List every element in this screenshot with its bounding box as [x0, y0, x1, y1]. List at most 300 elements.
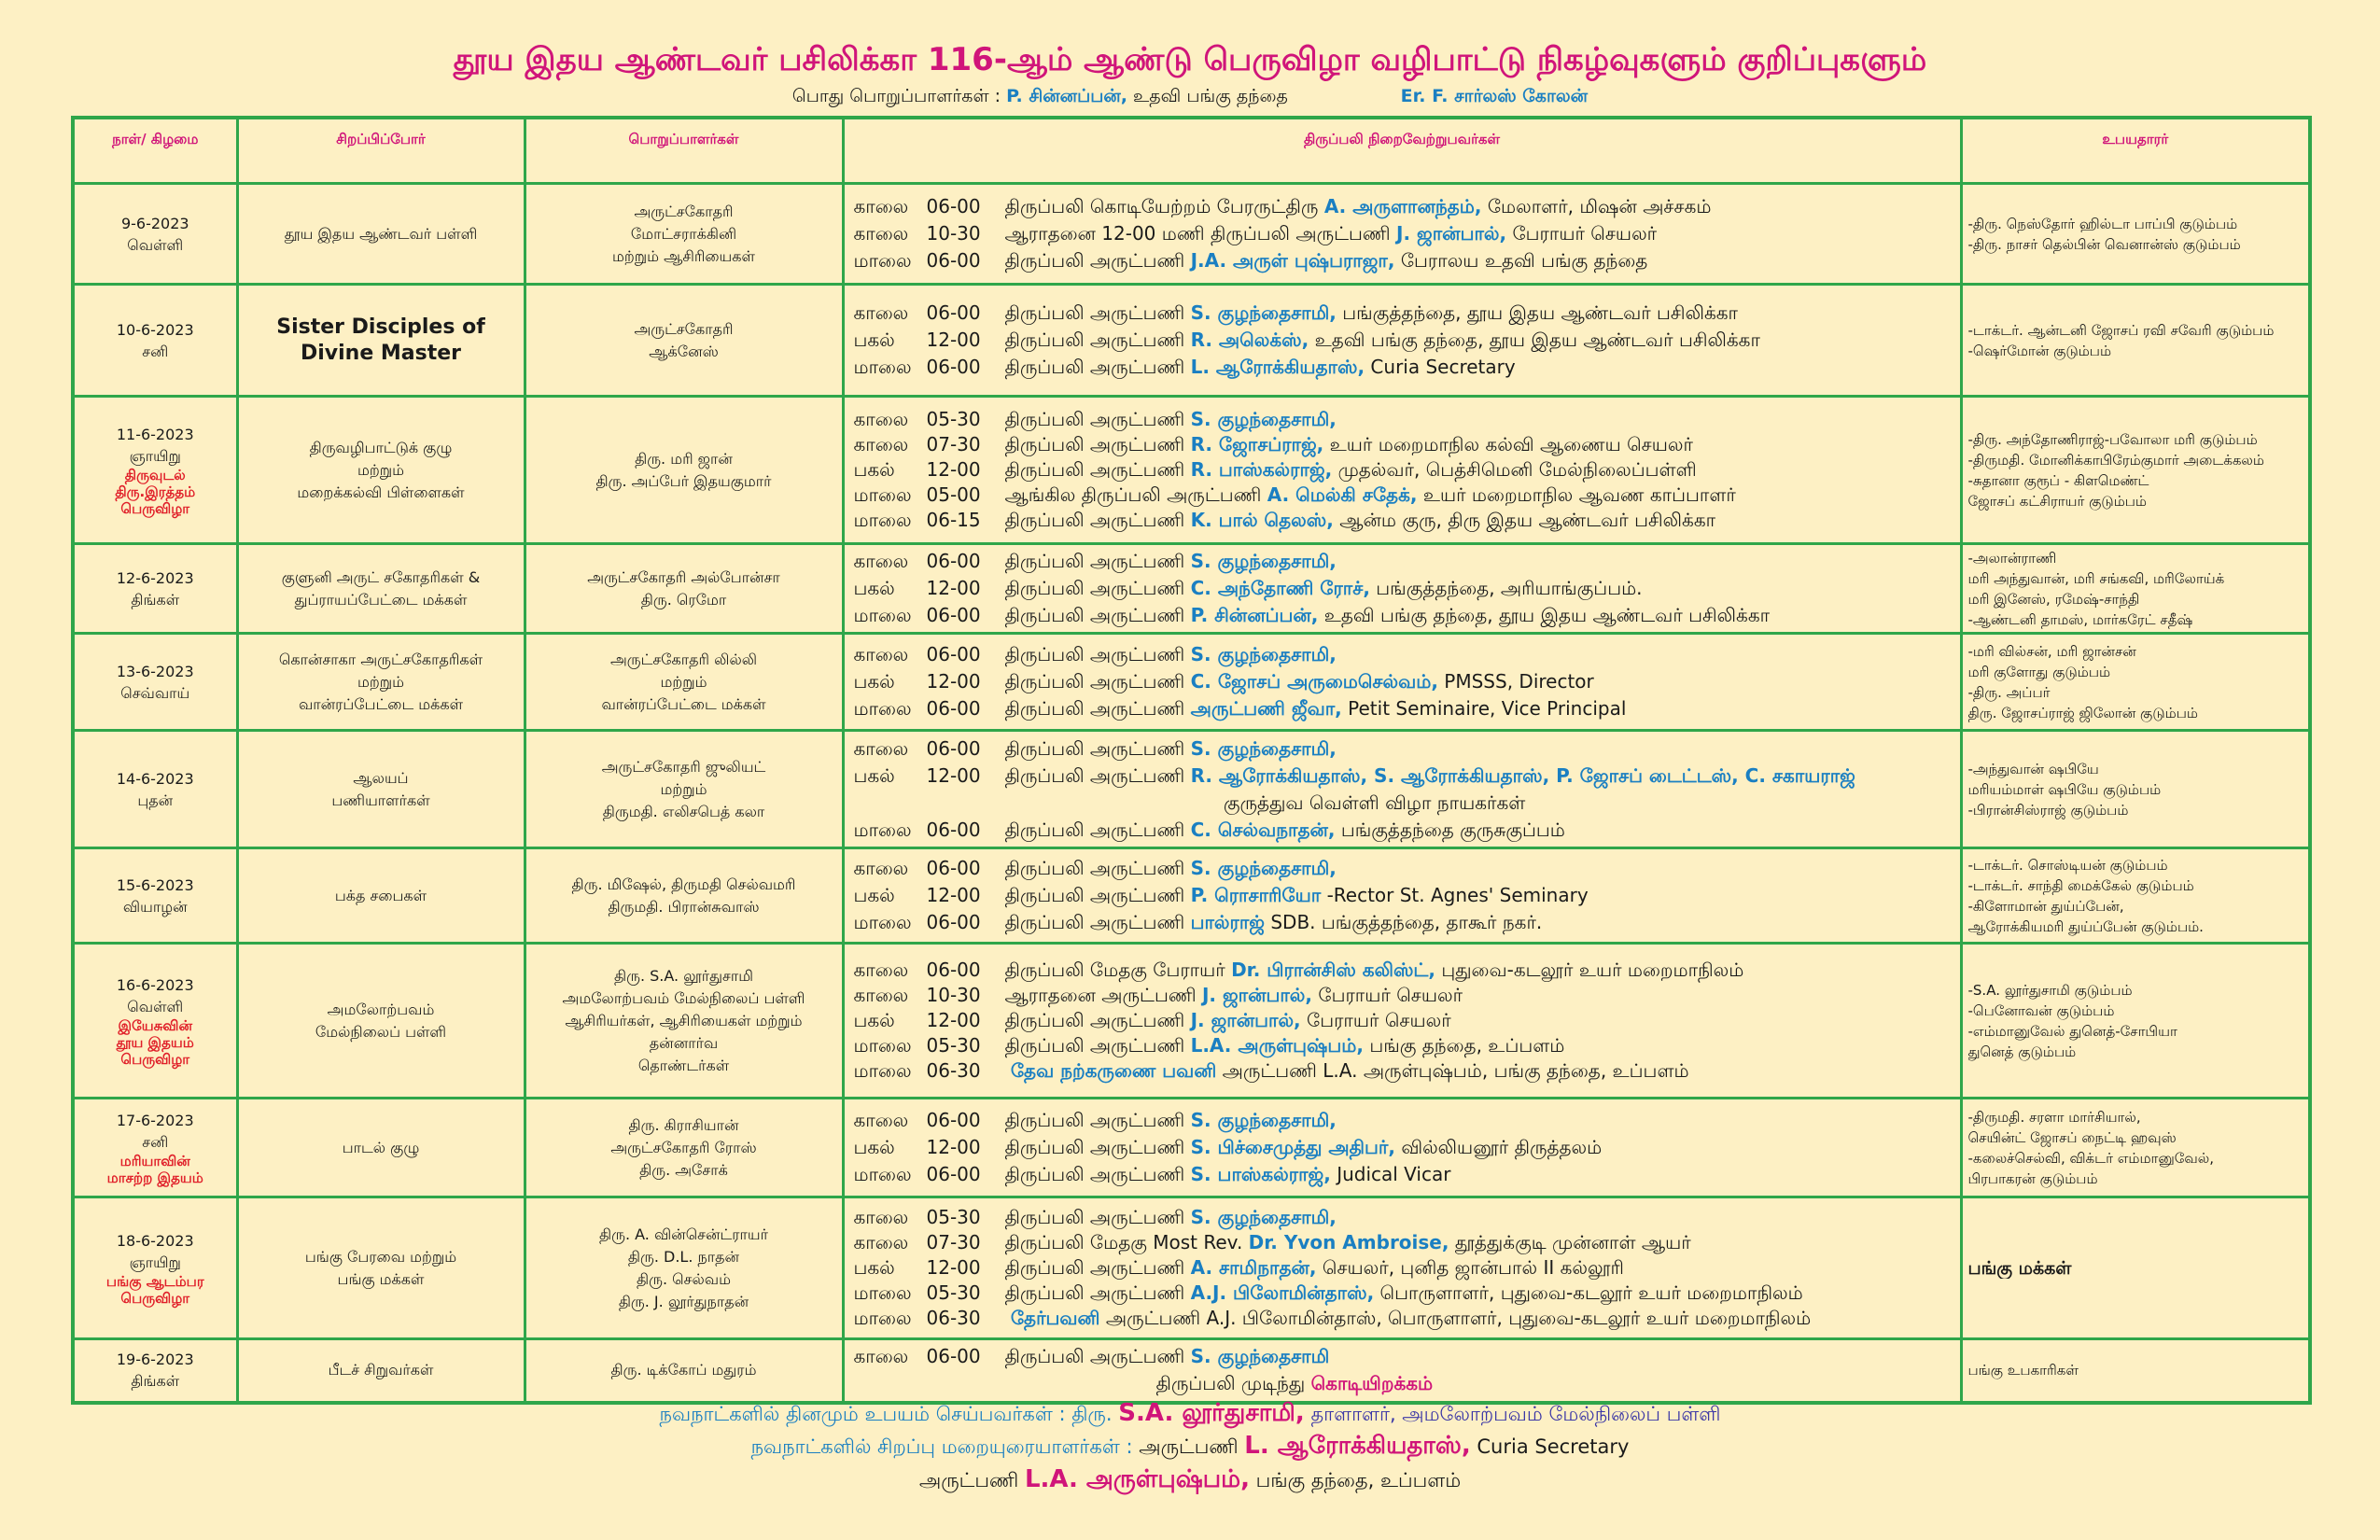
mass-service: திருப்பலி அருட்பணி: [1004, 249, 1185, 272]
mass-time: 06-00: [926, 911, 981, 933]
cell-day: [73, 1099, 237, 1197]
mass-service: ஆங்கில திருப்பலி அருட்பணி: [1004, 483, 1262, 506]
page-title: தூய இதய ஆண்டவர் பசிலிக்கா 116-ஆம் ஆண்டு பெருவிழா வழிபாட்டு நிகழ்வுகளும் குறிப்புகளும்: [453, 41, 1927, 78]
mass-service: திருப்பலி அருட்பணி: [1004, 604, 1185, 626]
mass-time-of-day: மாலை: [853, 1281, 912, 1304]
mass-service: திருப்பலி அருட்பணி: [1004, 1109, 1185, 1131]
sponsor-text: -S.A. லூர்துசாமி குடும்பம்: [1967, 981, 2133, 999]
responsible-text: மோட்சராக்கினி: [630, 224, 737, 243]
cell-day: [73, 944, 237, 1099]
responsible-text: வான்ரப்பேட்டை மக்கள்: [601, 694, 766, 713]
mass-line: [854, 483, 1951, 508]
cell-day: [73, 634, 237, 731]
celebrant-name: S. பிச்சைமுத்து அதிபர்,: [1190, 1136, 1395, 1158]
cell-day: [73, 285, 237, 397]
responsible-text: திரு. டிக்கோப் மதுரம்: [610, 1361, 757, 1379]
celebrant-designation: வில்லியனூர் திருத்தலம்: [1401, 1136, 1603, 1158]
mass-line: [854, 1161, 1951, 1188]
responsible-text: அருட்சகோதரி ரோஸ்: [610, 1138, 757, 1156]
mass-line: [854, 817, 1951, 844]
date-text: 19-6-2023: [116, 1351, 194, 1369]
cell-responsible: [525, 1339, 843, 1403]
mass-time: 05-30: [926, 1281, 981, 1304]
mass-time-of-day: காலை: [853, 1109, 909, 1131]
cell-celebrants: [843, 1197, 1961, 1339]
mass-line: [854, 1205, 1951, 1230]
celebrant-designation: பேராயர் செயலர்: [1318, 984, 1463, 1006]
mass-time: 12-00: [926, 329, 981, 351]
mass-time: 06-00: [926, 195, 981, 217]
column-header-sponsor: உபயதாரர்: [1961, 118, 2310, 184]
mass-service: திருப்பலி மேதகு Most Rev.: [1004, 1231, 1243, 1253]
celebrant-designation: மேலாளர், மிஷன் அச்சகம்: [1487, 195, 1712, 217]
celebrant-designation: பங்குத்தந்தை குருசுகுப்பம்: [1340, 818, 1565, 841]
mass-time-of-day: பகல்: [853, 1009, 895, 1031]
mass-time-of-day: மாலை: [853, 249, 912, 272]
mass-line: [854, 1306, 1951, 1331]
mass-time-of-day: பகல்: [853, 577, 895, 599]
cell-celebrants: [843, 544, 1961, 634]
sponsor-text: -திரு. அப்பர்: [1967, 683, 2051, 701]
table-row: [73, 184, 2310, 285]
table-row: [73, 544, 2310, 634]
mass-time-of-day: பகல்: [853, 763, 895, 787]
date-text: 16-6-2023: [116, 975, 194, 994]
cell-special: [237, 397, 525, 544]
weekday-text: வியாழன்: [122, 897, 188, 916]
sponsor-text: -அந்துவான் ஷபியே: [1967, 760, 2099, 777]
celebrant-designation: உதவி பங்கு தந்தை, தூய இதய ஆண்டவர் பசிலிக்கா: [1323, 604, 1771, 626]
celebrant-designation: Judical Vicar: [1337, 1163, 1451, 1185]
celebrant-designation: செயலர், புனித ஜான்பால் II கல்லூரி: [1322, 1256, 1624, 1279]
responsible-text: திருமதி. பிரான்சுவாஸ்: [608, 897, 760, 916]
celebrant-name: S. குழந்தைசாமி,: [1190, 301, 1337, 324]
mass-time: 06-00: [926, 857, 981, 879]
mass-line: [854, 457, 1951, 483]
celebrant-name: S. குழந்தைசாமி,: [1190, 408, 1337, 430]
cell-responsible: [525, 944, 843, 1099]
cell-day: [73, 1339, 237, 1403]
celebrant-designation: ஆன்ம குரு, திரு இதய ஆண்டவர் பசிலிக்கா: [1339, 509, 1716, 531]
feast-text: பெருவிழா: [120, 1289, 190, 1307]
preacher-note: [0, 1432, 2380, 1463]
column-header-responsible: பொறுப்பாளர்கள்: [525, 118, 843, 184]
column-header-special: சிறப்பிப்போர்: [237, 118, 525, 184]
responsible-text: அருட்சகோதரி: [634, 202, 734, 220]
mass-service: திருப்பலி அருட்பணி: [1004, 1256, 1185, 1279]
mass-time-of-day: காலை: [853, 222, 909, 245]
mass-time-of-day: காலை: [853, 1231, 909, 1253]
daily-sponsor-label: நவநாட்களில் தினமும் உபயம் செய்பவர்கள் : திரு.: [659, 1403, 1113, 1425]
special-text: துப்ராயப்பேட்டை மக்கள்: [294, 590, 468, 609]
weekday-text: வெள்ளி: [127, 235, 184, 254]
responsible-text: ஆக்னேஸ்: [649, 342, 719, 360]
mass-line: [854, 327, 1951, 354]
mass-time: 06-00: [926, 818, 981, 841]
mass-line: [854, 668, 1951, 695]
table-row: [73, 285, 2310, 397]
sponsor-text: -ஆண்டனி தாமஸ், மார்கரேட் சதீஷ்: [1967, 610, 2193, 628]
weekday-text: திங்கள்: [131, 1372, 180, 1391]
sponsor-text: -டாக்டர். ஆன்டனி ஜோசப் ரவி சவேரி குடும்பம்: [1967, 321, 2275, 339]
mass-time: 07-30: [926, 1231, 981, 1253]
responsible-text: திரு. அசோக்: [639, 1160, 728, 1179]
mass-time-of-day: காலை: [853, 959, 909, 981]
cell-sponsor: [1961, 944, 2310, 1099]
weekday-text: ஞாயிறு: [129, 446, 181, 465]
daily-sponsor-role: தாளாளர், அமலோற்பவம் மேல்நிலைப் பள்ளி: [1310, 1403, 1721, 1425]
mass-time-of-day: மாலை: [853, 509, 912, 531]
responsible-text: திரு. மரி ஜான்: [635, 449, 733, 468]
cell-responsible: [525, 731, 843, 848]
responsible-text: அருட்சகோதரி அல்போன்சா: [587, 567, 780, 586]
preacher-role: Curia Secretary: [1477, 1435, 1630, 1458]
mass-service: திருப்பலி அருட்பணி: [1004, 818, 1185, 841]
mass-time: 05-30: [926, 408, 981, 430]
cell-celebrants: [843, 397, 1961, 544]
mass-service: திருப்பலி அருட்பணி: [1004, 911, 1185, 933]
feast-text: மாசற்ற இதயம்: [106, 1169, 203, 1186]
date-text: 15-6-2023: [116, 875, 194, 894]
date-text: 11-6-2023: [116, 425, 194, 443]
sponsor-text: -பெனோவன் குடும்பம்: [1967, 1001, 2115, 1019]
mass-line: [854, 220, 1951, 247]
table-row: [73, 848, 2310, 944]
sponsor-text: -அலான்ராணி: [1967, 549, 2057, 567]
date-text: 10-6-2023: [116, 320, 194, 339]
weekday-text: சனி: [142, 342, 169, 360]
mass-time: 12-00: [926, 1009, 981, 1031]
mass-service: திருப்பலி முடிந்து: [1155, 1372, 1306, 1395]
mass-time: 06-00: [926, 356, 981, 378]
mass-time: 07-30: [926, 433, 981, 455]
sponsor-text: பங்கு மக்கள்: [1967, 1257, 2072, 1279]
weekday-text: வெள்ளி: [127, 997, 184, 1015]
sponsor-text: -எம்மானுவேல் துனெத்-சோபியா: [1967, 1022, 2177, 1040]
mass-time: 06-00: [926, 1163, 981, 1185]
celebrant-designation: உயர் மறைமாநில ஆவண காப்பாளர்: [1422, 483, 1736, 506]
mass-time-of-day: காலை: [853, 408, 909, 430]
special-text: பங்கு மக்கள்: [337, 1269, 425, 1288]
weekday-text: திங்கள்: [131, 590, 180, 609]
mass-service: திருப்பலி அருட்பணி: [1004, 736, 1185, 760]
cell-special: [237, 634, 525, 731]
mass-line: [854, 300, 1951, 327]
special-text: பாடல் குழு: [342, 1138, 420, 1156]
mass-line: [854, 641, 1951, 668]
sponsor-text: -திரு. நெஸ்தோர் ஹில்டா பாப்பி குடும்பம்: [1967, 215, 2238, 232]
celebrant-name: R. ஆரோக்கியதாஸ், S. ஆரோக்கியதாஸ், P. ஜோசப் டைட்டஸ், C. சகாயராஜ்: [1190, 763, 1855, 787]
cell-responsible: [525, 1197, 843, 1339]
mass-time: 06-15: [926, 509, 981, 531]
cell-sponsor: [1961, 544, 2310, 634]
cell-responsible: [525, 184, 843, 285]
celebrant-name: S. குழந்தைசாமி,: [1190, 550, 1337, 572]
celebrant-designation: தூத்துக்குடி முன்னாள் ஆயர்: [1454, 1231, 1691, 1253]
mass-line: [854, 763, 1951, 790]
sponsor-text: திரு. ஜோசப்ராஜ் ஜிலோன் குடும்பம்: [1967, 704, 2198, 721]
mass-line: [854, 1107, 1951, 1134]
mass-time-of-day: மாலை: [853, 1163, 912, 1185]
mass-time-of-day: பகல்: [853, 670, 895, 693]
sponsor-text: -ஷெர்மோன் குடும்பம்: [1967, 342, 2112, 359]
daily-sponsor-name: S.A. லூர்துசாமி,: [1118, 1399, 1305, 1427]
mass-line: [854, 247, 1951, 274]
sponsor-text: பிரபாகரன் குடும்பம்: [1967, 1169, 2098, 1187]
mass-time-of-day: மாலை: [853, 1059, 912, 1082]
table-row: [73, 634, 2310, 731]
cell-day: [73, 544, 237, 634]
mass-time-of-day: மாலை: [853, 356, 912, 378]
sponsor-text: ஆரோக்கியமரி துய்ப்பேன் குடும்பம்.: [1967, 917, 2204, 935]
celebrant-name: S. குழந்தைசாமி,: [1190, 1206, 1337, 1228]
mass-time: 05-30: [926, 1034, 981, 1057]
mass-line: [854, 1255, 1951, 1281]
cell-sponsor: [1961, 1339, 2310, 1403]
daily-sponsor-note: [0, 1399, 2380, 1430]
weekday-text: ஞாயிறு: [129, 1253, 181, 1271]
mass-time: 06-00: [926, 697, 981, 720]
celebrant-designation: பேராயர் செயலர்: [1307, 1009, 1451, 1031]
celebrant-name: A. மெல்கி சதேக்,: [1267, 483, 1418, 506]
mass-service: திருப்பலி அருட்பணி: [1004, 884, 1185, 906]
mass-line: [854, 1370, 1951, 1397]
mass-service: திருப்பலி அருட்பணி: [1004, 301, 1185, 324]
cell-responsible: [525, 397, 843, 544]
mass-time: 05-00: [926, 483, 981, 506]
celebrant-name: K. பால் தெலஸ்,: [1190, 509, 1334, 531]
mass-time: 06-00: [926, 249, 981, 272]
cell-celebrants: [843, 1099, 1961, 1197]
feast-text: பங்கு ஆடம்பர: [105, 1272, 204, 1290]
responsible-text: திரு. A. வின்சென்ட்ராயர்: [599, 1225, 768, 1243]
mass-service: திருப்பலி அருட்பணி: [1004, 857, 1185, 879]
sponsor-text: ஜோசப் கட்சிராயர் குடும்பம்: [1967, 492, 2147, 510]
table-header-row: [73, 118, 2310, 184]
mass-time: 05-30: [926, 1206, 981, 1228]
mass-service: திருப்பலி அருட்பணி: [1004, 697, 1185, 720]
celebrant-name: L.A. அருள்புஷ்பம்,: [1190, 1034, 1364, 1057]
celebrant-name: R. ஜோசப்ராஜ்,: [1190, 433, 1324, 455]
mass-time-of-day: காலை: [853, 195, 909, 217]
celebrant-designation: பங்குத்தந்தை, அரியாங்குப்பம்.: [1376, 577, 1643, 599]
mass-time-of-day: காலை: [853, 1206, 909, 1228]
responsible-text: மற்றும்: [660, 779, 707, 798]
mass-time-of-day: மாலை: [853, 1034, 912, 1057]
cell-celebrants: [843, 634, 1961, 731]
cell-day: [73, 848, 237, 944]
celebrant-designation: உயர் மறைமாநில கல்வி ஆணைய செயலர்: [1329, 433, 1693, 455]
celebrant-name: A. சாமிநாதன்,: [1190, 1256, 1317, 1279]
cell-special: [237, 544, 525, 634]
special-text: மேல்நிலைப் பள்ளி: [315, 1022, 447, 1041]
responsible-text: திரு. கிராசியான்: [628, 1115, 739, 1134]
flag-lowering: கொடியிறக்கம்: [1310, 1372, 1434, 1395]
mass-line: [854, 354, 1951, 381]
preacher-prefix: அருட்பணி: [1139, 1435, 1239, 1458]
cell-special: [237, 944, 525, 1099]
sponsor-text: மரி குளோது குடும்பம்: [1967, 663, 2111, 680]
special-text: வான்ரப்பேட்டை மக்கள்: [298, 694, 464, 713]
mass-time: 06-00: [926, 550, 981, 572]
table-row: [73, 1339, 2310, 1403]
mass-service: திருப்பலி அருட்பணி: [1004, 1009, 1185, 1031]
mass-line: [854, 432, 1951, 457]
sponsor-text: -திருமதி. மோனிக்காபிரேம்குமார் அடைக்கலம்: [1967, 451, 2264, 469]
mass-service: திருப்பலி அருட்பணி: [1004, 550, 1185, 572]
preacher2-name: L.A. அருள்புஷ்பம்,: [1024, 1465, 1250, 1493]
celebrant-designation: SDB. பங்குத்தந்தை, தாகூர் நகர்.: [1270, 911, 1543, 933]
mass-time: 12-00: [926, 670, 981, 693]
mass-time: 12-00: [926, 1136, 981, 1158]
mass-service: திருப்பலி அருட்பணி: [1004, 433, 1185, 455]
sponsor-text: -மரி வில்சன், மரி ஜான்சன்: [1967, 642, 2136, 660]
cell-sponsor: [1961, 184, 2310, 285]
mass-service: திருப்பலி அருட்பணி: [1004, 329, 1185, 351]
cell-celebrants: [843, 848, 1961, 944]
feast-text: பெருவிழா: [120, 499, 190, 517]
celebrant-name: J. ஜான்பால்,: [1396, 222, 1507, 245]
mass-time: 06-00: [926, 736, 981, 760]
mass-line: [854, 548, 1951, 575]
cell-responsible: [525, 1099, 843, 1197]
mass-time: 06-00: [926, 959, 981, 981]
responsible-text: மற்றும்: [660, 672, 707, 691]
responsible-text: திருமதி. எலிசபெத் கலா: [602, 802, 765, 820]
feast-text: திருவுடல்: [124, 466, 186, 483]
responsible-text: திரு. S.A. லூர்துசாமி: [614, 966, 753, 985]
column-header-day: நாள்/ கிழமை: [73, 118, 237, 184]
celebrant-name: S. குழந்தைசாமி,: [1190, 736, 1337, 760]
coordinator-name-2: Er. F. சார்லஸ் கோலன்: [1400, 86, 1589, 106]
mass-time: 06-00: [926, 1109, 981, 1131]
mass-line: [854, 958, 1951, 983]
special-text: ஆலயப்: [353, 768, 409, 787]
celebrant-name: R. பாஸ்கல்ராஜ்,: [1190, 458, 1333, 481]
mass-line: [854, 407, 1951, 432]
date-text: 13-6-2023: [116, 662, 194, 680]
mass-time-of-day: காலை: [853, 1345, 909, 1368]
sponsor-text: -டாக்டர். சொஸ்டியன் குடும்பம்: [1967, 856, 2168, 874]
celebrant-designation: அருட்பணி L.A. அருள்புஷ்பம், பங்கு தந்தை, உப்பளம்: [1222, 1059, 1689, 1082]
sponsor-text: -திருமதி. சரளா மார்சியால்,: [1967, 1108, 2141, 1126]
cell-sponsor: [1961, 731, 2310, 848]
mass-time-of-day: மாலை: [853, 604, 912, 626]
celebrant-name: Dr. பிரான்சிஸ் கலிஸ்ட்,: [1231, 959, 1435, 981]
date-text: 9-6-2023: [120, 214, 189, 232]
celebrant-name: R. அலெக்ஸ்,: [1190, 329, 1309, 351]
sponsor-text: -திரு. அந்தோணிராஜ்-பவோலா மரி குடும்பம்: [1967, 430, 2258, 448]
mass-line: [854, 790, 1951, 817]
coordinator-name-1: P. சின்னப்பன்,: [1006, 86, 1127, 106]
special-text: Sister Disciples of: [276, 315, 485, 339]
sponsor-text: -திரு. நாசர் தெல்பின் வெனான்ஸ் குடும்பம்: [1967, 235, 2241, 253]
preacher2-role: பங்கு தந்தை, உப்பளம்: [1255, 1469, 1462, 1491]
mass-line: [854, 735, 1951, 763]
responsible-text: தன்னார்வ: [649, 1033, 719, 1052]
mass-service: திருப்பலி கொடியேற்றம் பேரருட்திரு: [1004, 195, 1319, 217]
special-text: Divine Master: [300, 341, 462, 365]
celebrant-designation: அருட்பணி A.J. பிலோமின்தாஸ், பொருளாளர், புதுவை-கடலூர் உயர் மறைமாநிலம்: [1105, 1307, 1812, 1329]
mass-service: திருப்பலி அருட்பணி: [1004, 356, 1185, 378]
feast-text: தூய இதயம்: [116, 1033, 194, 1051]
column-header-celebrants: திருப்பலி நிறைவேற்றுபவர்கள்: [843, 118, 1961, 184]
celebrant-name: S. குழந்தைசாமி,: [1190, 643, 1337, 665]
celebrant-designation: பங்கு தந்தை, உப்பளம்: [1369, 1034, 1565, 1057]
mass-time-of-day: மாலை: [853, 483, 912, 506]
mass-time: 12-00: [926, 458, 981, 481]
mass-service: திருப்பலி அருட்பணி: [1004, 1163, 1185, 1185]
special-text: கொன்சாகா அருட்சகோதரிகள்: [278, 650, 483, 668]
celebrant-name: அருட்பணி ஜீவா,: [1190, 697, 1342, 720]
cell-special: [237, 848, 525, 944]
mass-time-of-day: காலை: [853, 433, 909, 455]
celebrant-name: J.A. அருள் புஷ்பராஜா,: [1190, 249, 1395, 272]
coordinator-role: உதவி பங்கு தந்தை: [1133, 86, 1288, 106]
special-text: அமலோற்பவம்: [327, 1000, 435, 1018]
preacher-name: L. ஆரோக்கியதாஸ்,: [1244, 1432, 1471, 1460]
mass-line: [854, 193, 1951, 220]
mass-service: திருப்பலி அருட்பணி: [1004, 1136, 1185, 1158]
mass-time: 06-00: [926, 1345, 981, 1368]
special-text: திருவழிபாட்டுக் குழு: [309, 438, 453, 456]
special-text: மறைக்கல்வி பிள்ளைகள்: [297, 483, 465, 501]
celebrant-name: தேவ நற்கருணை பவனி: [1010, 1059, 1217, 1082]
responsible-text: திரு. அப்பேர் இதயகுமார்: [595, 471, 772, 490]
cell-responsible: [525, 544, 843, 634]
sponsor-text: பங்கு உபகாரிகள்: [1967, 1362, 2079, 1379]
weekday-text: புதன்: [137, 791, 174, 809]
mass-time: 10-30: [926, 222, 981, 245]
preacher2-prefix: அருட்பணி: [918, 1469, 1019, 1491]
mass-line: [854, 1134, 1951, 1161]
mass-time-of-day: மாலை: [853, 1307, 912, 1329]
cell-responsible: [525, 285, 843, 397]
mass-line: [854, 983, 1951, 1008]
cell-special: [237, 1339, 525, 1403]
special-text: குளுனி அருட் சகோதரிகள் &: [281, 567, 481, 586]
responsible-text: திரு. மிஷேல், திருமதி செல்வமரி: [571, 875, 796, 893]
celebrant-designation: பேராலய உதவி பங்கு தந்தை: [1400, 249, 1648, 272]
celebrant-designation: Petit Seminaire, Vice Principal: [1348, 697, 1627, 720]
responsible-text: திரு. J. லூர்துநாதன்: [618, 1292, 749, 1310]
date-text: 14-6-2023: [116, 769, 194, 788]
schedule-table: [71, 116, 2312, 1405]
cell-sponsor: [1961, 1197, 2310, 1339]
sponsor-text: -டாக்டர். சாந்தி மைக்கேல் குடும்பம்: [1967, 876, 2194, 894]
mass-time-of-day: பகல்: [853, 458, 895, 481]
celebrant-name: S. பாஸ்கல்ராஜ்,: [1190, 1163, 1331, 1185]
mass-time-of-day: பகல்: [853, 884, 895, 906]
celebrant-name: C. ஜோசப் அருமைசெல்வம்,: [1190, 670, 1438, 693]
mass-time: 12-00: [926, 1256, 981, 1279]
celebrant-name: C. அந்தோணி ரோச்,: [1190, 577, 1370, 599]
mass-time-of-day: பகல்: [853, 329, 895, 351]
table-row: [73, 944, 2310, 1099]
feast-text: மரியாவின்: [119, 1152, 190, 1169]
celebrant-name: S. குழந்தைசாமி,: [1190, 1109, 1337, 1131]
mass-service: திருப்பலி அருட்பணி: [1004, 509, 1185, 531]
cell-special: [237, 184, 525, 285]
responsible-text: மற்றும் ஆசிரியைகள்: [612, 246, 755, 265]
mass-time-of-day: காலை: [853, 736, 909, 760]
celebrant-designation: Curia Secretary: [1370, 356, 1516, 378]
cell-celebrants: [843, 184, 1961, 285]
cell-celebrants: [843, 731, 1961, 848]
special-text: பணியாளர்கள்: [331, 791, 430, 809]
mass-service: திருப்பலி அருட்பணி: [1004, 643, 1185, 665]
cell-celebrants: [843, 285, 1961, 397]
